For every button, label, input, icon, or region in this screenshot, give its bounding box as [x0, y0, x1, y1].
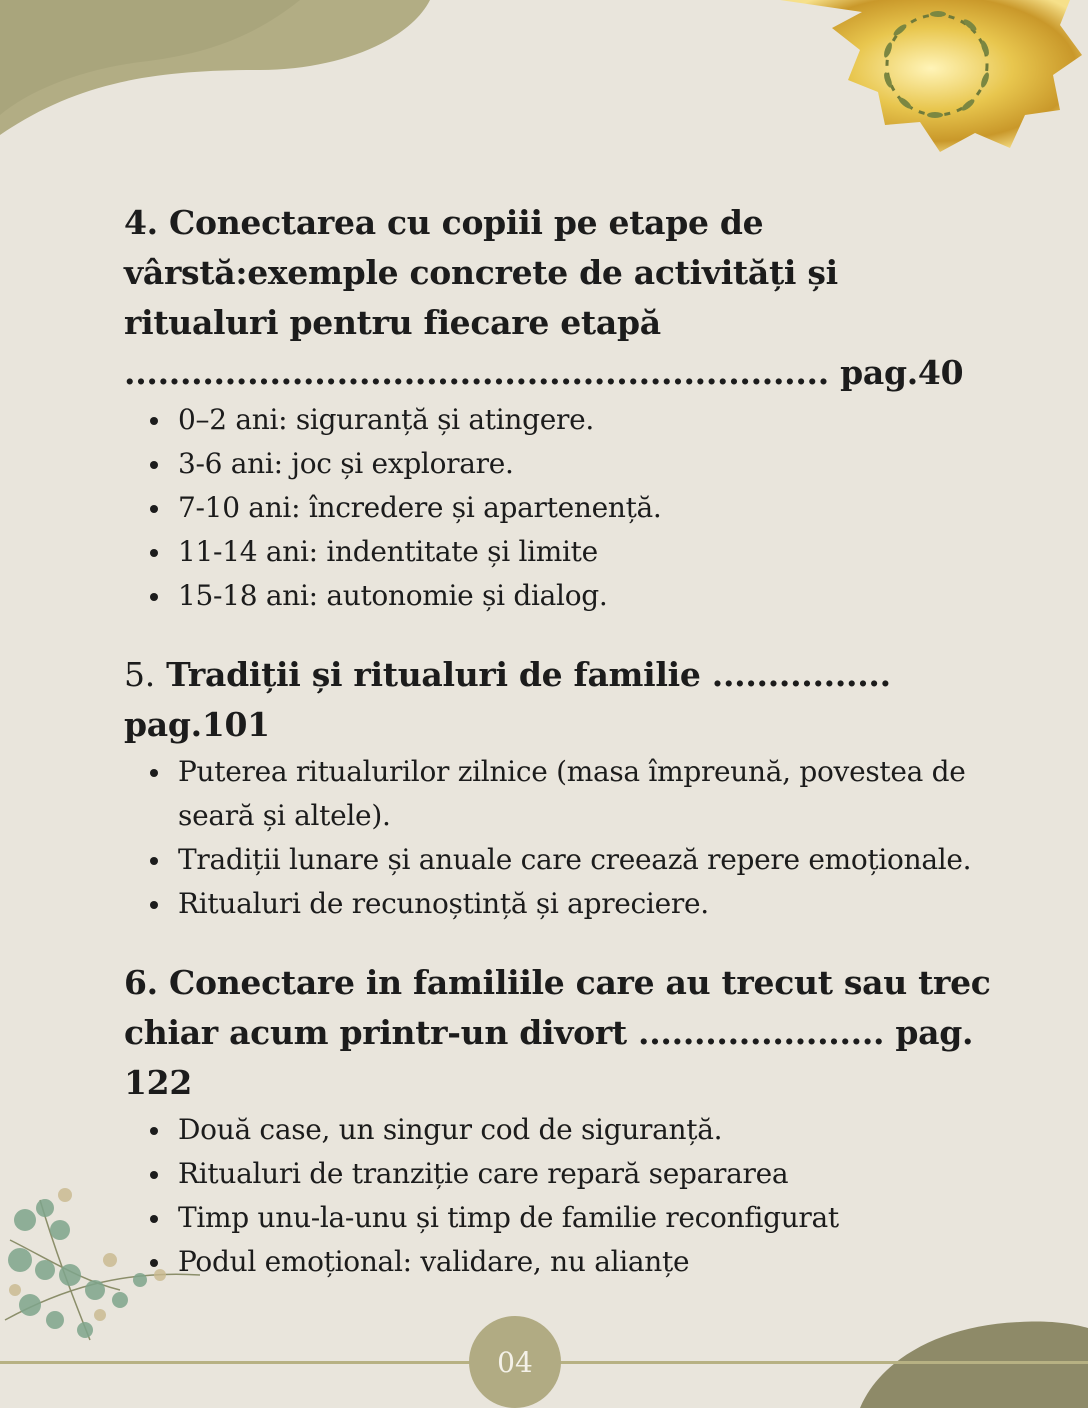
decorative-blob-bottom-right	[860, 1320, 1088, 1408]
section-number: 4.	[124, 203, 158, 242]
toc-section-6	[124, 958, 994, 1284]
list-item: Ritualuri de recunoștință și apreciere.	[150, 882, 994, 926]
list-item: 7-10 ani: încredere și apartenență.	[150, 486, 994, 530]
list-item: Timp unu-la-unu și timp de familie reconfigurat	[150, 1196, 994, 1240]
section-number: 5.	[124, 655, 155, 694]
section-heading	[124, 198, 994, 398]
page-number: 04	[469, 1316, 561, 1408]
section-title: Conectarea cu copiii pe etape de vârstă:exemple concrete de activități și ritualuri pentru fiecare etapă ............................................................... pag.40	[124, 203, 964, 392]
list-item: Podul emoțional: validare, nu alianțe	[150, 1240, 994, 1284]
section-items	[124, 398, 994, 618]
section-title: Conectare in familiile care au trecut sau trec chiar acum printr-un divort ...................... pag. 122	[124, 963, 991, 1102]
section-items	[124, 1108, 994, 1284]
list-item: 0–2 ani: siguranță și atingere.	[150, 398, 994, 442]
section-title: Tradiții și ritualuri de familie ................ pag.101	[124, 655, 891, 744]
list-item: 11-14 ani: indentitate și limite	[150, 530, 994, 574]
list-item: Ritualuri de tranziție care repară separarea	[150, 1152, 994, 1196]
section-number: 6.	[124, 963, 158, 1002]
section-heading	[124, 650, 994, 750]
section-items	[124, 750, 994, 926]
table-of-contents	[124, 198, 994, 1316]
list-item: 15-18 ani: autonomie și dialog.	[150, 574, 994, 618]
list-item: 3-6 ani: joc și explorare.	[150, 442, 994, 486]
list-item: Puterea ritualurilor zilnice (masa împreună, povestea de seară și altele).	[150, 750, 994, 838]
section-heading	[124, 958, 994, 1108]
toc-section-4	[124, 198, 994, 618]
list-item: Două case, un singur cod de siguranță.	[150, 1108, 994, 1152]
toc-section-5	[124, 650, 994, 926]
gold-seal-wreath-icon	[770, 0, 1088, 160]
list-item: Tradiții lunare și anuale care creează repere emoționale.	[150, 838, 994, 882]
decorative-blob-top-left	[0, 0, 440, 140]
